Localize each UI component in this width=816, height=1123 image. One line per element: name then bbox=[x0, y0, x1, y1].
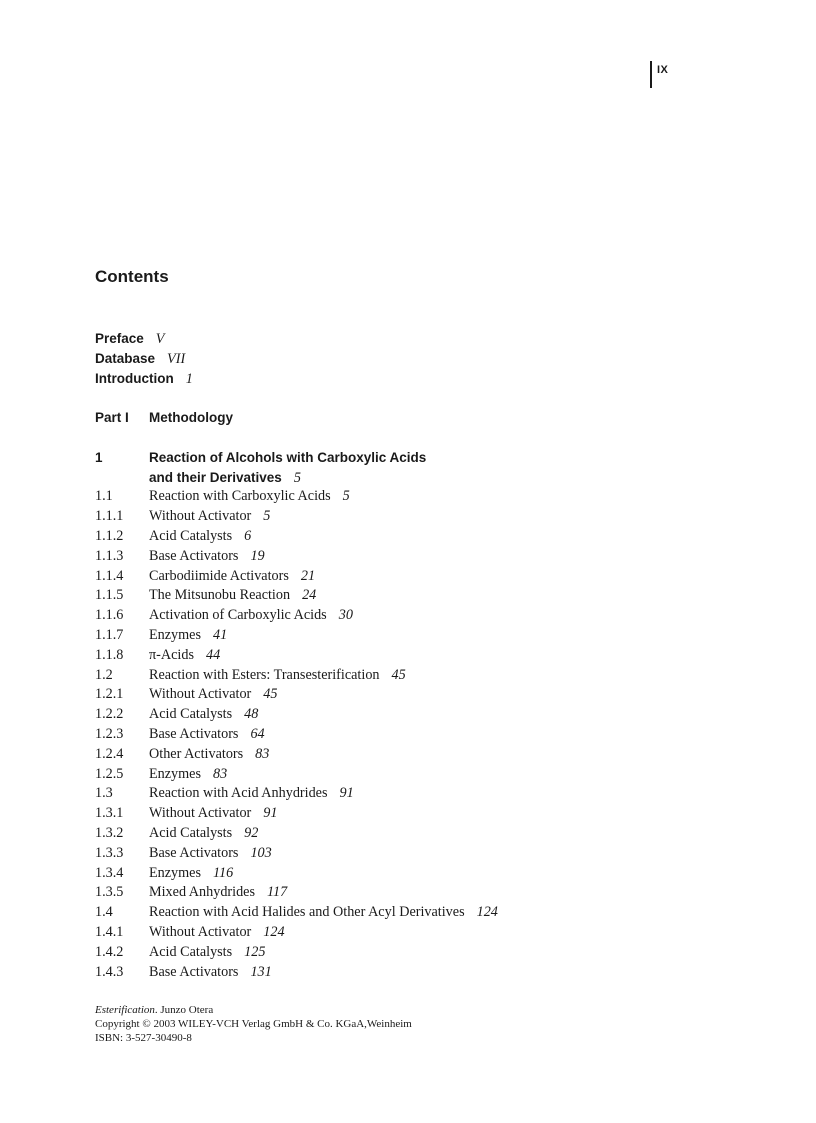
section-title: Carbodiimide Activators bbox=[149, 567, 289, 584]
toc-entry[interactable] bbox=[95, 685, 715, 705]
section-page: 125 bbox=[244, 943, 266, 960]
section-title: Mixed Anhydrides bbox=[149, 884, 256, 901]
toc-page: VII bbox=[167, 350, 186, 367]
toc-entry[interactable] bbox=[95, 527, 715, 547]
toc-entry[interactable] bbox=[95, 666, 715, 686]
section-title: Without Activator bbox=[149, 508, 252, 525]
part-title: Methodology bbox=[149, 410, 233, 426]
section-number: 1.2 bbox=[95, 666, 113, 683]
section-number: 1.3.1 bbox=[95, 805, 124, 822]
section-number: 1.3.2 bbox=[95, 824, 124, 841]
section-number: 1.1.1 bbox=[95, 508, 124, 525]
section-title: Other Activators bbox=[149, 745, 244, 762]
section-number: 1.1.4 bbox=[95, 567, 124, 584]
section-page: 103 bbox=[250, 844, 272, 861]
section-title: Enzymes bbox=[149, 626, 202, 643]
section-number: 1.1.5 bbox=[95, 587, 124, 604]
section-page: 44 bbox=[206, 646, 221, 663]
toc-entry[interactable] bbox=[95, 646, 715, 666]
toc-title: Introduction bbox=[95, 370, 174, 386]
section-page: 83 bbox=[213, 765, 228, 782]
toc-entry[interactable] bbox=[95, 864, 715, 884]
toc-entry-preface[interactable] bbox=[95, 329, 715, 349]
toc-title: Preface bbox=[95, 331, 144, 346]
section-number: 1.1.7 bbox=[95, 626, 124, 643]
chapter-page: 5 bbox=[293, 469, 301, 486]
part-label: Part I bbox=[95, 410, 129, 426]
section-number: 1.1.3 bbox=[95, 547, 124, 564]
toc-entry[interactable] bbox=[95, 903, 715, 923]
section-page: 45 bbox=[263, 686, 278, 703]
section-title: Reaction with Esters: Transesterification bbox=[149, 666, 380, 683]
section-page: 116 bbox=[213, 864, 234, 881]
section-number: 1.3.5 bbox=[95, 884, 124, 901]
toc-entry[interactable] bbox=[95, 844, 715, 864]
section-number: 1.4.3 bbox=[95, 963, 124, 980]
toc-entry-database[interactable] bbox=[95, 349, 715, 369]
table-of-contents bbox=[95, 329, 715, 982]
section-page: 41 bbox=[213, 626, 228, 643]
toc-page: 1 bbox=[185, 370, 193, 387]
section-title: Reaction with Acid Halides and Other Acyl Derivatives bbox=[149, 904, 465, 921]
contents-heading: Contents bbox=[95, 267, 169, 286]
section-title: Without Activator bbox=[149, 805, 252, 822]
section-page: 91 bbox=[339, 785, 354, 802]
section-page: 24 bbox=[302, 587, 317, 604]
section-title: Activation of Carboxylic Acids bbox=[149, 607, 327, 624]
toc-entry[interactable] bbox=[95, 626, 715, 646]
section-title: Acid Catalysts bbox=[149, 824, 233, 841]
toc-chapter-heading-cont[interactable] bbox=[95, 468, 715, 488]
toc-chapter-heading[interactable] bbox=[95, 448, 715, 468]
toc-entry[interactable] bbox=[95, 606, 715, 626]
section-number: 1.3.3 bbox=[95, 844, 124, 861]
toc-entry[interactable] bbox=[95, 804, 715, 824]
section-page: 5 bbox=[263, 508, 271, 525]
toc-entry[interactable] bbox=[95, 883, 715, 903]
section-title: Reaction with Carboxylic Acids bbox=[149, 488, 331, 505]
toc-entry[interactable] bbox=[95, 943, 715, 963]
toc-entry[interactable] bbox=[95, 705, 715, 725]
section-page: 124 bbox=[476, 904, 498, 921]
section-title: Reaction with Acid Anhydrides bbox=[149, 785, 328, 802]
section-page: 5 bbox=[342, 488, 350, 505]
section-page: 48 bbox=[244, 706, 259, 723]
section-number: 1.4.2 bbox=[95, 943, 124, 960]
chapter-number: 1 bbox=[95, 449, 103, 465]
page-number-bar bbox=[650, 61, 652, 88]
section-number: 1.1.6 bbox=[95, 607, 124, 624]
toc-entry-introduction[interactable] bbox=[95, 369, 715, 389]
section-title: π-Acids bbox=[149, 646, 194, 663]
book-author: . Junzo Otera bbox=[154, 1004, 214, 1016]
toc-entry[interactable] bbox=[95, 487, 715, 507]
section-title: Base Activators bbox=[149, 963, 239, 980]
section-number: 1.1 bbox=[95, 488, 113, 505]
section-number: 1.4.1 bbox=[95, 923, 124, 940]
chapter-title-line1: Reaction of Alcohols with Carboxylic Acids bbox=[149, 449, 427, 465]
isbn-line: ISBN: 3-527-30490-8 bbox=[95, 1032, 192, 1044]
toc-entry[interactable] bbox=[95, 567, 715, 587]
toc-page: V bbox=[155, 331, 165, 347]
section-page: 6 bbox=[244, 527, 252, 544]
section-title: Without Activator bbox=[149, 923, 252, 940]
toc-entry[interactable] bbox=[95, 745, 715, 765]
toc-entry[interactable] bbox=[95, 923, 715, 943]
section-number: 1.2.4 bbox=[95, 745, 124, 762]
toc-entry[interactable] bbox=[95, 765, 715, 785]
section-number: 1.2.5 bbox=[95, 765, 124, 782]
toc-entry[interactable] bbox=[95, 963, 715, 983]
section-page: 19 bbox=[250, 547, 265, 564]
section-page: 30 bbox=[338, 607, 353, 624]
section-title: Acid Catalysts bbox=[149, 527, 233, 544]
section-number: 1.2.2 bbox=[95, 706, 124, 723]
section-number: 1.2.3 bbox=[95, 725, 124, 742]
copyright-line: Copyright © 2003 WILEY-VCH Verlag GmbH & Co. KGaA,Weinheim bbox=[95, 1018, 412, 1030]
toc-entry[interactable] bbox=[95, 824, 715, 844]
section-title: Enzymes bbox=[149, 765, 202, 782]
section-title: Acid Catalysts bbox=[149, 706, 233, 723]
section-number: 1.1.2 bbox=[95, 527, 124, 544]
section-title: Base Activators bbox=[149, 844, 239, 861]
section-page: 124 bbox=[263, 923, 285, 940]
toc-entry[interactable] bbox=[95, 586, 715, 606]
section-title: Enzymes bbox=[149, 864, 202, 881]
section-title: The Mitsunobu Reaction bbox=[149, 587, 291, 604]
section-page: 91 bbox=[263, 805, 278, 822]
book-title: Esterification bbox=[95, 1004, 155, 1016]
section-page: 64 bbox=[250, 725, 265, 742]
section-page: 117 bbox=[267, 884, 288, 901]
toc-part-heading[interactable] bbox=[95, 408, 715, 428]
section-page: 45 bbox=[391, 666, 406, 683]
section-title: Base Activators bbox=[149, 725, 239, 742]
section-page: 21 bbox=[300, 567, 316, 584]
toc-entry[interactable] bbox=[95, 784, 715, 804]
section-number: 1.4 bbox=[95, 904, 113, 921]
section-page: 92 bbox=[244, 824, 259, 841]
toc-entry[interactable] bbox=[95, 725, 715, 745]
toc-title: Database bbox=[95, 350, 156, 366]
section-title: Without Activator bbox=[149, 686, 252, 703]
copyright-footer bbox=[95, 1003, 412, 1045]
page-number: IX bbox=[657, 64, 669, 76]
section-page: 131 bbox=[250, 963, 272, 980]
section-number: 1.3.4 bbox=[95, 864, 124, 881]
toc-entry[interactable] bbox=[95, 507, 715, 527]
toc-entry[interactable] bbox=[95, 547, 715, 567]
section-title: Base Activators bbox=[149, 547, 239, 564]
section-title: Acid Catalysts bbox=[149, 943, 233, 960]
section-number: 1.1.8 bbox=[95, 646, 124, 663]
section-number: 1.2.1 bbox=[95, 686, 124, 703]
section-number: 1.3 bbox=[95, 785, 113, 802]
section-page: 83 bbox=[255, 745, 270, 762]
chapter-title-line2: and their Derivatives bbox=[149, 469, 282, 485]
